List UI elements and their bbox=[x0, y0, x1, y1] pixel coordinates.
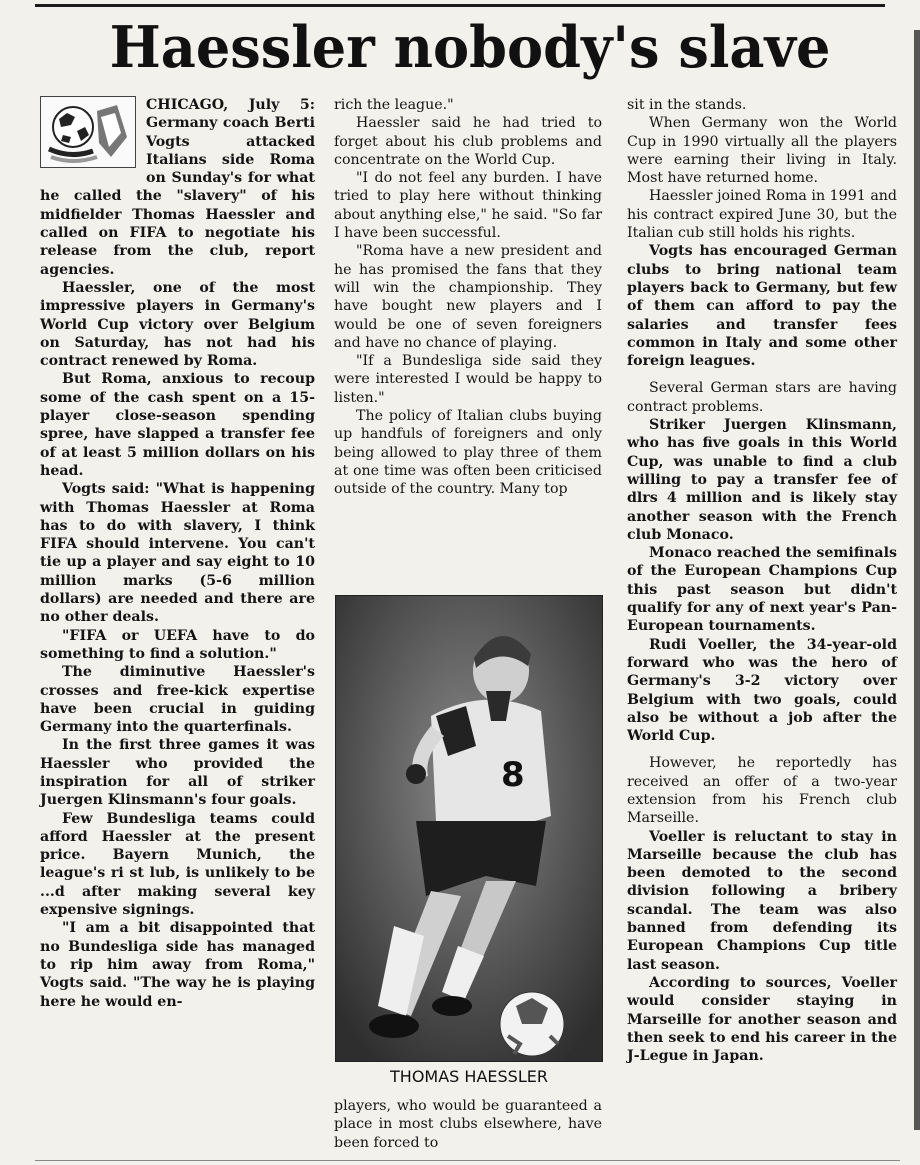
world-cup-logo-icon bbox=[40, 96, 136, 168]
jersey-number: 8 bbox=[501, 755, 525, 795]
col2-paragraph: Haessler said he had tried to forget about his club problems and concentrate on the World Cup. bbox=[334, 115, 602, 168]
col2-paragraph: "If a Bundesliga side said they were interested I would be happy to listen." bbox=[334, 353, 602, 406]
page-edge bbox=[914, 30, 920, 1130]
col3-paragraph: When Germany won the World Cup in 1990 virtually all the players were earning their living in Italy. Most have returned home. bbox=[627, 115, 897, 187]
col3-paragraph: Striker Juergen Klinsmann, who has five goals in this World Cup, was unable to find a club willing to pay a transfer fee of dlrs 4 million and is likely stay another season with the French club Monaco. bbox=[627, 417, 897, 543]
col3-paragraph: According to sources, Voeller would consider staying in Marseille for another season and then seek to end his career in the J-Legue in Japan. bbox=[627, 974, 897, 1065]
col1-paragraph: But Roma, anxious to recoup some of the cash spent on a 15-player close-season spending spree, have slapped a transfer fee of at least 5 million dollars on his head. bbox=[40, 371, 315, 479]
col1-paragraph: "I am a bit disappointed that no Bundesliga side has managed to rip him away from Roma," Vogts said. "The way he is playing here he would en- bbox=[40, 920, 315, 1010]
article-column-3 bbox=[627, 96, 897, 1065]
col3-paragraph: Voeller is reluctant to stay in Marseille because the club has been demoted to the second division following a bribery scandal. The team was also banned from defending its European Champions Cup title last season. bbox=[627, 828, 897, 973]
col1-paragraph: Haessler, one of the most impressive players in Germany's World Cup victory over Belgium on Saturday, has not had his contract renewed by Roma. bbox=[40, 279, 315, 370]
col1-paragraph: CHICAGO, July 5: Germany coach Berti Vogts attacked Italians side Roma on Sunday's for what he called the "slavery" of his midfielder Thomas Haessler and called on FIFA to negotiate his release from the club, report agencies. bbox=[40, 97, 315, 278]
col1-paragraph: "FIFA or UEFA have to do something to find a solution." bbox=[40, 627, 315, 662]
col2-paragraph: "Roma have a new president and he has promised the fans that they will win the championship. They have bought new players and I would be one of seven foreigners and have no chance of playing. bbox=[334, 243, 602, 351]
col1-paragraph: In the first three games it was Haessler who provided the inspiration for all of striker Juergen Klinsmann's four goals. bbox=[40, 737, 315, 809]
top-rule bbox=[35, 4, 885, 7]
player-photo bbox=[335, 595, 603, 1062]
col3-paragraph: Vogts has encouraged German clubs to bring national team players back to Germany, but few of them can afford to pay the salaries and transfer fees common in Italy and some other foreign leagues. bbox=[627, 243, 897, 370]
headline: Haessler nobody's slave bbox=[109, 14, 831, 81]
col3-paragraph: Haessler joined Roma in 1991 and his contract expired June 30, but the Italian cub still holds his rights. bbox=[627, 188, 897, 242]
col3-paragraph: Several German stars are having contract problems. bbox=[627, 380, 897, 415]
col3-paragraph: Monaco reached the semifinals of the European Champions Cup this past season but didn't qualify for any of next year's Pan-European tournaments. bbox=[627, 545, 897, 635]
col2-paragraph: "I do not feel any burden. I have tried to play here without thinking about anything else," he said. "So far I have been successful. bbox=[334, 170, 602, 242]
col1-paragraph: Few Bundesliga teams could afford Haessler at the present price. Bayern Munich, the league's ri st lub, is unlikely to be ...d after making several key expensive signings. bbox=[40, 810, 315, 919]
article-column-2-continued bbox=[334, 1097, 602, 1152]
col2-paragraph: The policy of Italian clubs buying up handfuls of foreigners and only being allowed to play three of them at one time was often been criticised outside of the country. Many top bbox=[334, 408, 602, 498]
bottom-rule bbox=[35, 1160, 900, 1161]
col2-paragraph: players, who would be guaranteed a place in most clubs elsewhere, have been forced to bbox=[334, 1098, 602, 1151]
col3-paragraph: Rudi Voeller, the 34-year-old forward who was the hero of Germany's 3-2 victory over Belgium with two goals, could also be without a job after the World Cup. bbox=[627, 636, 897, 745]
col1-paragraph: The diminutive Haessler's crosses and free-kick expertise have been crucial in guiding Germany into the quarterfinals. bbox=[40, 664, 315, 736]
article-column-1 bbox=[40, 96, 315, 1011]
photo-caption: THOMAS HAESSLER bbox=[390, 1067, 548, 1086]
col3-paragraph: sit in the stands. bbox=[627, 97, 747, 113]
article-column-2 bbox=[334, 96, 602, 499]
col1-paragraph: Vogts said: "What is happening with Thomas Haessler at Roma has to do with slavery, I think FIFA should intervene. You can't tie up a player and say eight to 10 million marks (5-6 million dollars) are needed and there are no other deals. bbox=[40, 481, 315, 626]
col3-paragraph: However, he reportedly has received an offer of a two-year extension from his French club Marseille. bbox=[627, 755, 897, 827]
col2-paragraph: rich the league." bbox=[334, 97, 454, 113]
